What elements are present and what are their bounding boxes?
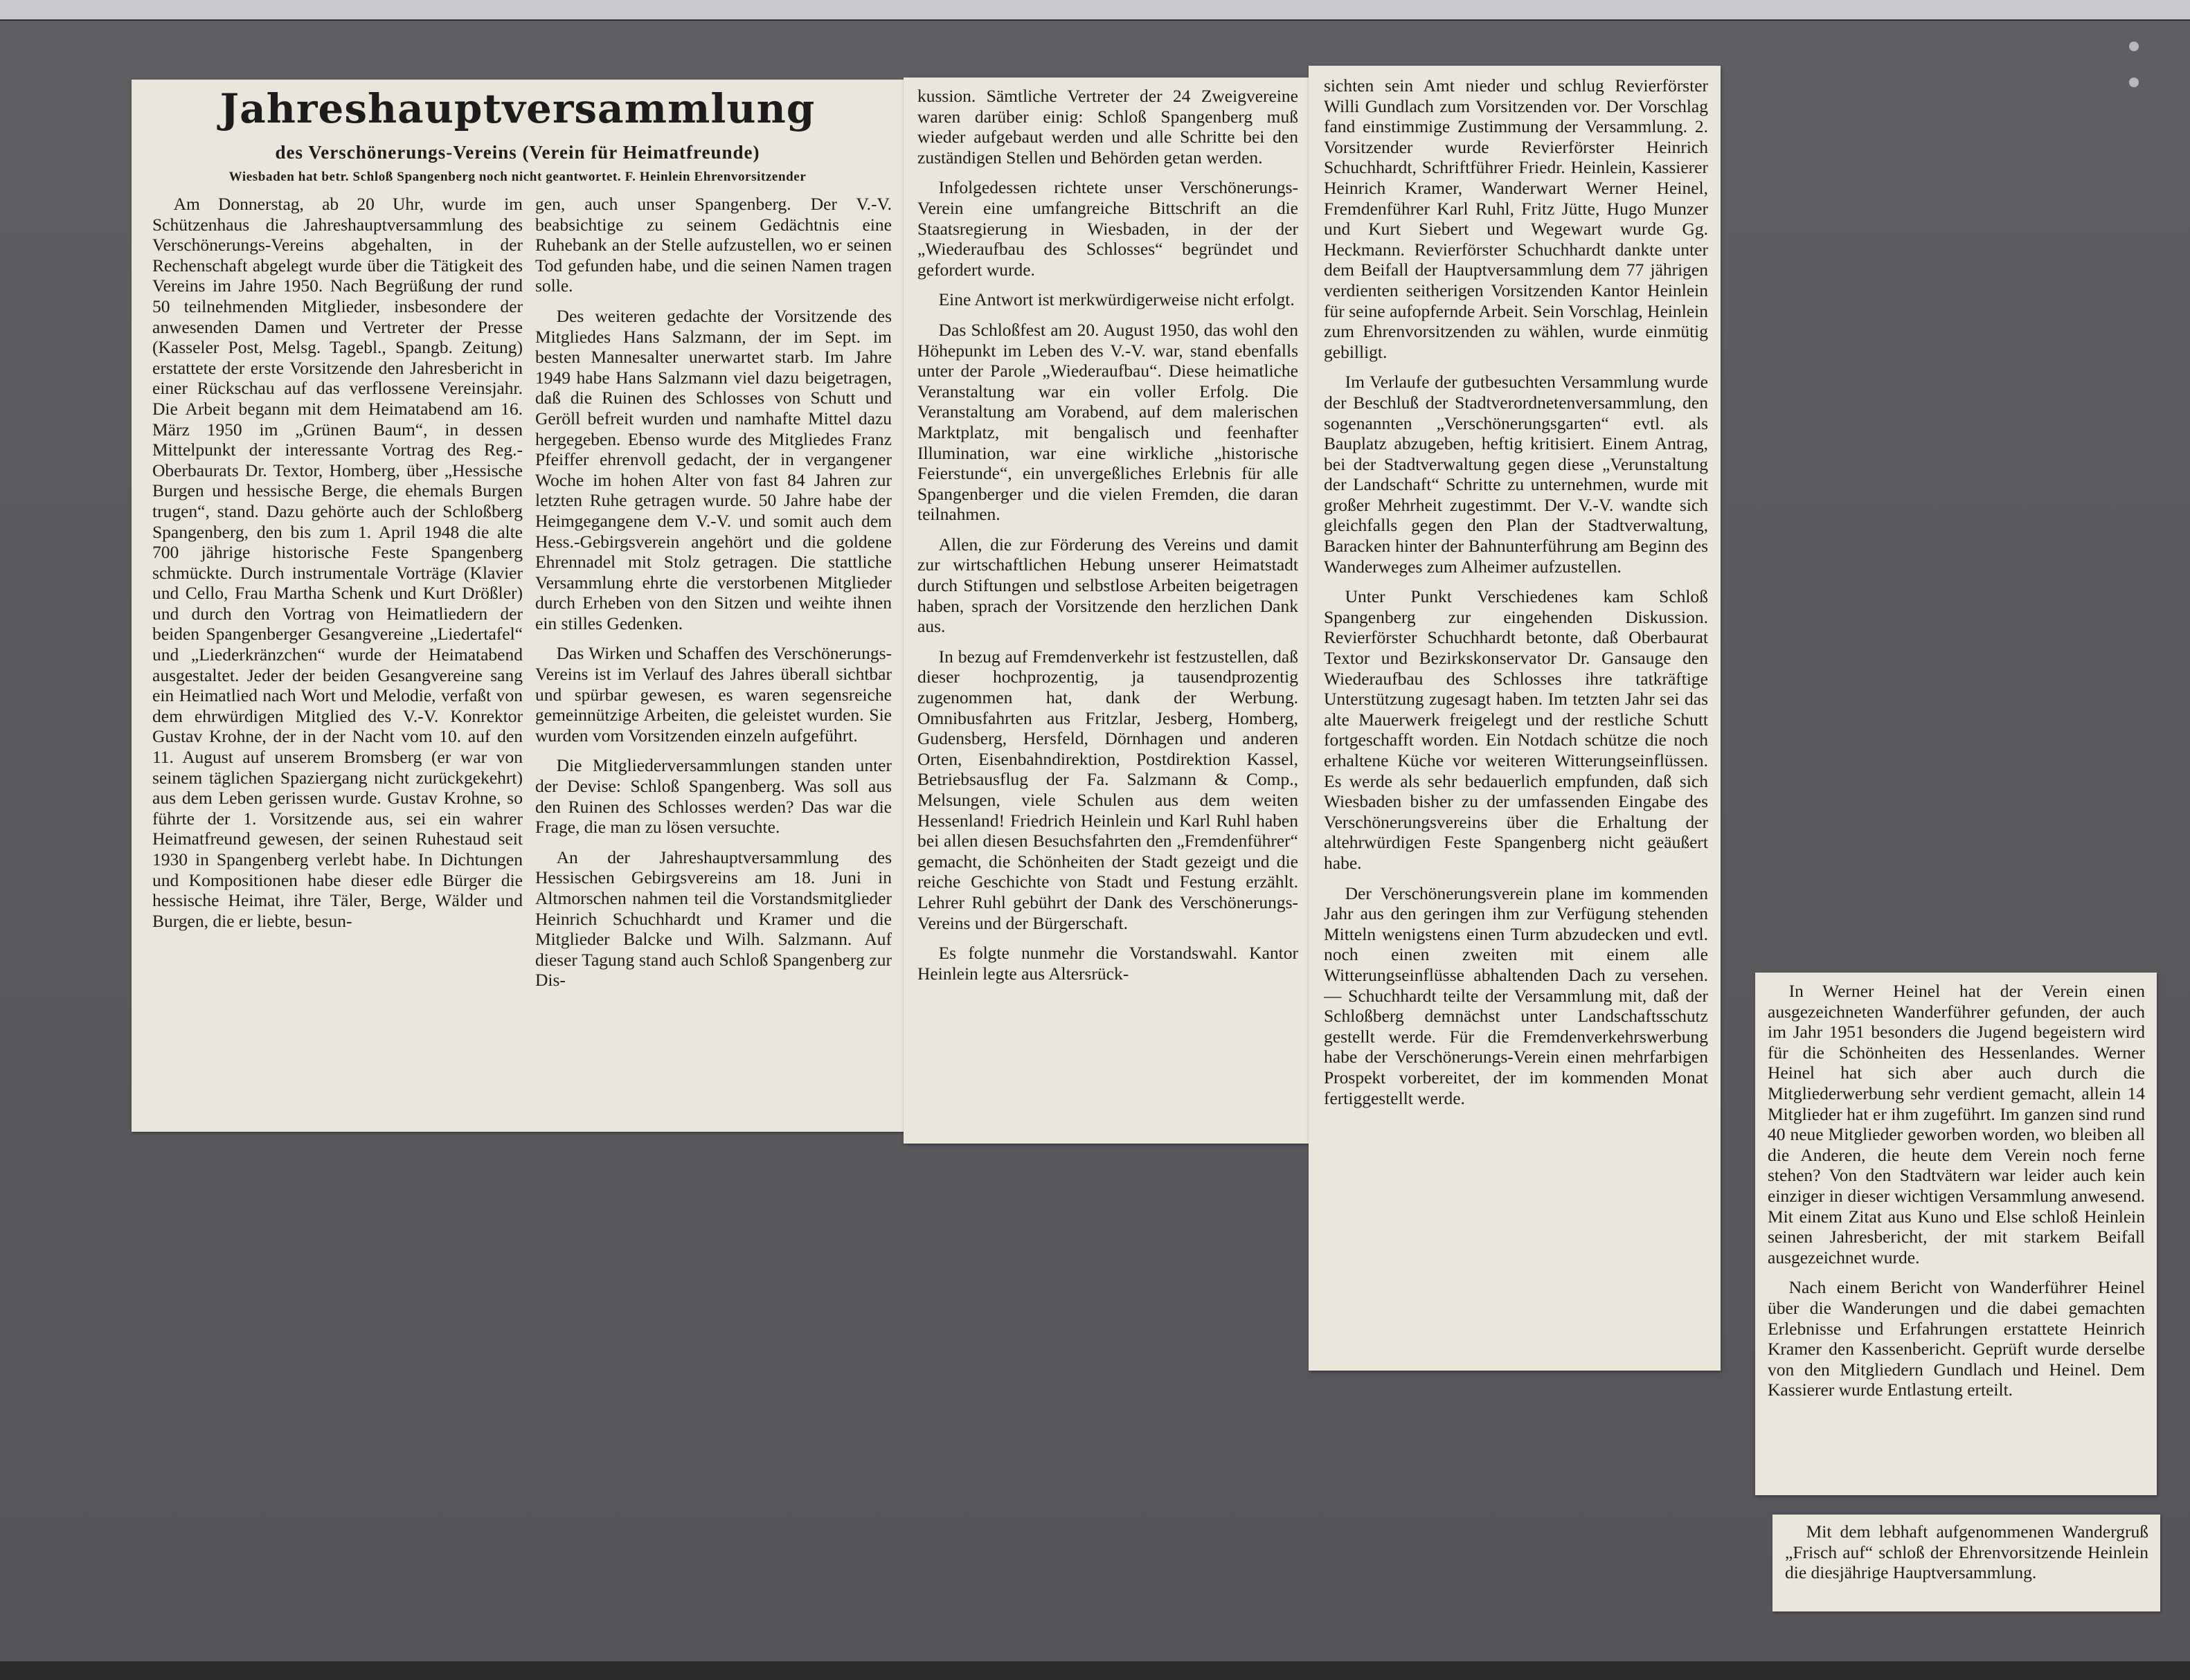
article-deck: Wiesbaden hat betr. Schloß Spangenberg noch nicht geantwortet. F. Heinlein Ehrenvorsitzender [228,170,807,184]
article-column-3 [917,86,1298,1138]
paragraph: Allen, die zur Förderung des Vereins und damit zur wirtschaftlichen Hebung unserer Heimatstadt durch Stiftungen und selbstlose Arbeiten beigetragen haben, sprach der Vorsitzende den herzlichen Dank aus. [917,534,1298,637]
article-headline: Jahreshauptversammlung [219,85,816,132]
paragraph: In bezug auf Fremdenverkehr ist festzustellen, daß dieser hochprozentig, ja tausendprozentig zugenommen hat, dank der Werbung. Omnibusfahrten aus Fritzlar, Jesberg, Homberg, Gudensberg, Hersfeld, Dörnhagen und anderen Orten, Eisenbahndirektion, Postdirektion Kassel, Betriebsausflug der Fa. Salzmann & Comp., Melsungen, viele Schulen aus dem weiten Hessenland! Friedrich Heinlein und Karl Ruhl haben bei allen diesen Besuchsfahrten den „Fremdenführer“ gemacht, die Schönheiten der Stadt gezeigt und die reiche Geschichte von Stadt und Festung erzählt. Lehrer Ruhl gebührt der Dank des Verschönerungs-Vereins und der Bürgerschaft. [917,646,1298,933]
paragraph: Am Donnerstag, ab 20 Uhr, wurde im Schützenhaus die Jahreshauptversammlung des Verschönerungs-Vereins abgehalten, in der Rechenschaft abgelegt wurde über die Tätigkeit des Vereins im Jahre 1950. Nach Begrüßung der rund 50 teilnehmenden Mitglieder, insbesondere der anwesenden Damen und Vertreter der Presse (Kasseler Post, Melsg. Tagebl., Spangb. Zeitung) erstattete der erste Vorsitzende den Jahresbericht in einer Rückschau auf das verflossene Vereinsjahr. Die Arbeit begann mit dem Heimatabend am 16. März 1950 im „Grünen Baum“, in dessen Mittelpunkt der interessante Vortrag des Reg.-Oberbaurats Dr. Textor, Homberg, über „Hessische Burgen und hessische Berge, die ehemals Burgen trugen“, stand. Dazu gehörte auch der Schloßberg Spangenberg, den bis zum 1. April 1948 die alte 700 jährige historische Feste Spangenberg schmückte. Durch instrumentale Vorträge (Klavier und Cello, Frau Martha Schenk und Kurt Drößler) und durch den Vortrag von Heimatliedern der beiden Spangenberger Gesangvereine „Liedertafel“ und „Liederkränzchen“ wurde der Heimatabend ausgestaltet. Jeder der beiden Gesangvereine sang ein Heimatlied nach Wort und Melodie, verfaßt von dem ehrwürdigen Mitglied des V.-V. Konrektor Gustav Krohne, der in der Nacht vom 10. auf den 11. August auf unserem Bromsberg (er war von seinem täglichen Spaziergang nicht zurückgekehrt) aus dem Leben gerissen wurde. Gustav Krohne, so führte der 1. Vorsitzende aus, sei ein wahrer Heimatfreund gewesen, der seinen Ruhestaud seit 1930 in Spangenberg verlebt habe. In Dichtungen und Kompositionen habe dieser edle Bürger die hessische Heimat, ihre Täler, Berge, Wälder und Burgen, die er liebte, besun- [152,194,523,931]
article-column-5 [1768,981,2145,1490]
paragraph: In Werner Heinel hat der Verein einen ausgezeichneten Wanderführer gefunden, der auch im Jahr 1951 besonders die Jugend begeistern wird für die Schönheiten des Hessenlandes. Werner Heinel hat sich aber auch durch die Mitgliederwerbung sehr verdient gemacht, allein 14 Mitglieder hat er ihm zugeführt. Im ganzen sind rund 40 neue Mitglieder geworben worden, wo bleiben all die Anderen, die heute dem Verein noch ferne stehen? Von den Stadtvätern war leider auch kein einziger in dieser wichtigen Versammlung anwesend. Mit einem Zitat aus Kuno und Else schloß Heinlein seinen Jahresbericht, der mit starkem Beifall ausgezeichnet wurde. [1768,981,2145,1267]
clipping-column-3 [904,78,1309,1144]
paragraph: Die Mitgliederversammlungen standen unter der Devise: Schloß Spangenberg. Was soll aus den Ruinen des Schlosses werden? Das war die Frage, die man zu lösen versuchte. [535,755,892,838]
paragraph: Des weiteren gedachte der Vorsitzende des Mitgliedes Hans Salzmann, der im Sept. im besten Mannesalter unerwartet starb. Im Jahre 1949 habe Hans Salzmann viel dazu beigetragen, daß die Ruinen des Schlosses von Schutt und Geröll befreit wurden und namhafte Mittel dazu hergegeben. Ebenso wurde des Mitgliedes Franz Pfeiffer ehrenvoll gedacht, der in vergangener Woche im hohen Alter von fast 84 Jahren zur letzten Ruhe getragen wurde. 50 Jahre habe der Heimgegangene dem V.-V. und somit auch dem Hess.-Gebirgsverein angehört und die goldene Ehrennadel mit Stolz getragen. Die stattliche Versammlung ehrte die verstorbenen Mitglieder durch Erheben von den Sitzen und weihte ihnen ein stilles Gedenken. [535,305,892,633]
article-column-1 [152,194,523,1121]
paragraph: Eine Antwort ist merkwürdigerweise nicht erfolgt. [938,289,1295,310]
article-column-2 [535,194,892,1121]
article-subheadline: des Verschönerungs-Vereins (Verein für Heimatfreunde) [275,142,760,163]
paragraph: Nach einem Bericht von Wanderführer Heinel über die Wanderungen und die dabei gemachten Erlebnisse und Erfahrungen erstattete Heinrich Kramer den Kassenbericht. Geprüft wurde derselbe von den Mitgliedern Gundlach und Heinel. Dem Kassierer wurde Entlastung erteilt. [1768,1277,2145,1400]
paragraph: Das Schloßfest am 20. August 1950, das wohl den Höhepunkt im Leben des V.-V. war, stand ebenfalls unter der Parole „Wiederaufbau“. Diese heimatliche Veranstaltung war ein voller Erfolg. Die Veranstaltung am Vorabend, auf dem malerischen Marktplatz, mit bengalisch und feenhafter Illumination, war eine wirkliche „historische Feierstunde“, ein unvergeßliches Erlebnis für alle Spangenberger und die vielen Fremden, die daran teilnahmen. [917,319,1298,525]
paragraph: Im Verlaufe der gutbesuchten Versammlung wurde der Beschluß der Stadtverordnetenversammlung, den sogenannten „Verschönerungsgarten“ evtl. als Bauplatz abzugeben, heftig kritisiert. Einem Antrag, bei der Stadtverwaltung gegen diese „Verunstaltung der Landschaft“ Schritte zu unternehmen, wurde mit großer Mehrheit zugestimmt. Der V.-V. wandte sich gleichfalls gegen den Plan der Stadtverwaltung, Baracken hinter der Bahnunterführung am Beginn des Wanderweges zum Alheimer aufzustellen. [1324,372,1708,577]
clipping-main [132,80,904,1132]
paragraph: sichten sein Amt nieder und schlug Revierförster Willi Gundlach zum Vorsitzenden vor. Der Vorschlag fand einstimmige Zustimmung der Versammlung. 2. Vorsitzender wurde Revierförster Heinrich Schuchhardt, Schriftführer Friedr. Heinlein, Kassierer Heinrich Kramer, Wanderwart Werner Heinel, Fremdenführer Karl Ruhl, Fritz Jütte, Hugo Munzer und Kurt Siebert und Wegewart wurde Gg. Heckmann. Revierförster Schuchhardt dankte unter dem Beifall der Hauptversammlung dem 77 jährigen verdienten seitherigen Vorsitzenden Kantor Heinlein für seine aufopfernde Arbeit. Sein Vorschlag, Heinlein zum Ehrenvorsitzenden zu wählen, wurde einmütig gebilligt. [1324,75,1708,362]
clipping-column-4 [1309,66,1721,1371]
paragraph: An der Jahreshauptversammlung des Hessischen Gebirgsvereins am 18. Juni in Altmorschen nahmen teil die Vorstandsmitglieder Heinrich Schuchhardt und Kramer und die Mitglieder Balcke und Wilh. Salzmann. Auf dieser Tagung stand auch Schloß Spangenberg zur Dis- [535,847,892,991]
paragraph: Unter Punkt Verschiedenes kam Schloß Spangenberg zur eingehenden Diskussion. Revierförster Schuchhardt betonte, daß Oberbaurat Textor und Bezirkskonservator Dr. Gansauge den Wiederaufbau des Schlosses ihre tatkräftige Unterstützung zugesagt haben. Im tetzten Jahr sei das alte Mauerwerk freigelegt und der restliche Schutt fortgeschafft worden. Ein Notdach schütze die noch erhaltene Küche vor weiteren Witterungseinflüssen. Es werde als sehr bedauerlich empfunden, daß sich Wiesbaden bisher zu der umfassenden Eingabe des Verschönerungsvereins über die Erhaltung der altehrwürdigen Feste Spangenberg nicht geäußert habe. [1324,586,1708,873]
paragraph: Mit dem lebhaft aufgenommenen Wandergruß „Frisch auf“ schloß der Ehrenvorsitzende Heinlein die diesjährige Hauptversammlung. [1785,1521,2148,1583]
clipping-closing [1772,1515,2160,1611]
paragraph: Es folgte nunmehr die Vorstandswahl. Kantor Heinlein legte aus Altersrück- [917,943,1298,984]
article-column-4 [1324,75,1708,1363]
album-top-edge [0,0,2190,21]
paragraph: kussion. Sämtliche Vertreter der 24 Zweigvereine waren darüber einig: Schloß Spangenberg muß wieder aufgebaut werden und alle Schritte bei den zuständigen Stellen und Behörden getan werden. [917,86,1298,168]
paragraph: Der Verschönerungsverein plane im kommenden Jahr aus den geringen ihm zur Verfügung stehenden Mitteln wenigstens einen Turm abzudecken und evtl. noch einen zweiten mit einem alle Witterungseinflüsse abhaltenden Dach zu versehen. — Schuchhardt teilte der Versammlung mit, daß der Schloßberg demnächst unter Landschaftsschutz gestellt werde. Für die Fremdenverkehrswerbung habe der Verschönerungs-Verein einen mehrfarbigen Prospekt vorbereitet, der im kommenden Monat fertiggestellt werde. [1324,883,1708,1108]
album-hole [2129,78,2139,87]
album-hole [2129,42,2139,51]
paragraph: Infolgedessen richtete unser Verschönerungs-Verein eine umfangreiche Bittschrift an die Staatsregierung in Wiesbaden, in der der „Wiederaufbau des Schlosses“ begründet und gefordert wurde. [917,177,1298,280]
article-column-6 [1785,1521,2148,1608]
clipping-column-5 [1755,973,2157,1495]
paragraph: gen, auch unser Spangenberg. Der V.-V. beabsichtige zu seinem Gedächtnis eine Ruhebank an der Stelle aufzustellen, wo er seinen Tod gefunden habe, und die seinen Namen tragen solle. [535,194,892,296]
album-bottom-edge [0,1661,2190,1680]
paragraph: Das Wirken und Schaffen des Verschönerungs-Vereins ist im Verlauf des Jahres überall sichtbar und spürbar gewesen, es waren segensreiche gemeinnützige Arbeiten, die geleistet wurden. Sie wurden vom Vorsitzenden einzeln aufgeführt. [535,643,892,746]
